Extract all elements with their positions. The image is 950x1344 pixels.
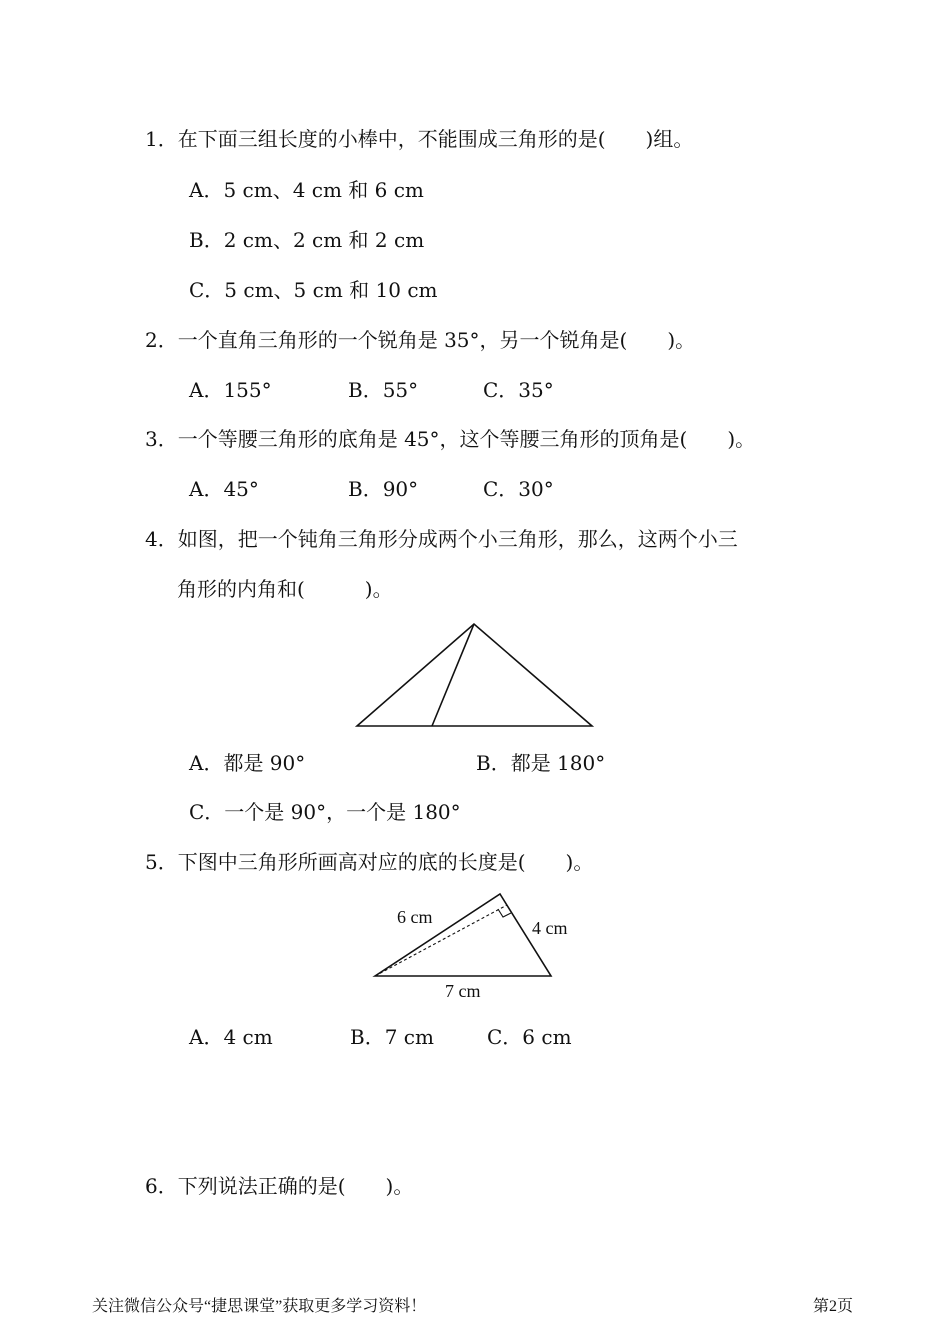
obtuse-triangle	[357, 624, 592, 726]
question-5-option-b: B．7 cm	[350, 1025, 434, 1049]
footer-promo-text: 关注微信公众号“捷思课堂”获取更多学习资料！	[92, 1298, 427, 1315]
right-angle-mark	[498, 909, 511, 917]
question-4-figure	[350, 618, 600, 734]
question-1-option-a: A．5 cm、4 cm 和 6 cm	[189, 178, 424, 202]
question-5-stem: 5．下图中三角形所画高对应的底的长度是( )。	[145, 850, 594, 874]
question-2-option-c: C．35°	[483, 378, 554, 402]
question-3-option-c: C．30°	[483, 477, 554, 501]
question-3-option-b: B．90°	[348, 477, 419, 501]
page-number: 第2页	[813, 1298, 854, 1315]
question-1-option-c: C．5 cm、5 cm 和 10 cm	[189, 278, 438, 302]
question-1-option-b: B．2 cm、2 cm 和 2 cm	[189, 228, 425, 252]
question-6-stem: 6．下列说法正确的是( )。	[145, 1174, 414, 1198]
question-5-option-a: A．4 cm	[189, 1025, 273, 1049]
question-2-option-a: A．155°	[189, 378, 272, 402]
question-3-stem: 3．一个等腰三角形的底角是 45°，这个等腰三角形的顶角是( )。	[145, 427, 756, 451]
question-1-stem: 1．在下面三组长度的小棒中，不能围成三角形的是( )组。	[145, 127, 694, 151]
dividing-segment	[432, 624, 474, 726]
label-6cm: 6 cm	[397, 907, 433, 927]
question-5-figure	[360, 888, 600, 1008]
question-4-option-a: A．都是 90°	[189, 751, 306, 775]
question-2-stem: 2．一个直角三角形的一个锐角是 35°，另一个锐角是( )。	[145, 328, 696, 352]
label-4cm: 4 cm	[532, 918, 568, 938]
question-4-option-b: B．都是 180°	[476, 751, 606, 775]
label-7cm: 7 cm	[445, 981, 481, 1001]
question-4-stem-line1: 4．如图，把一个钝角三角形分成两个小三角形，那么，这两个小三	[145, 527, 738, 551]
question-3-option-a: A．45°	[189, 477, 259, 501]
question-4-option-c: C．一个是 90°，一个是 180°	[189, 800, 461, 824]
question-2-option-b: B．55°	[348, 378, 419, 402]
question-5-option-c: C．6 cm	[487, 1025, 572, 1049]
height-dashed-line	[375, 905, 507, 976]
question-4-stem-line2: 角形的内角和( )。	[177, 577, 393, 601]
